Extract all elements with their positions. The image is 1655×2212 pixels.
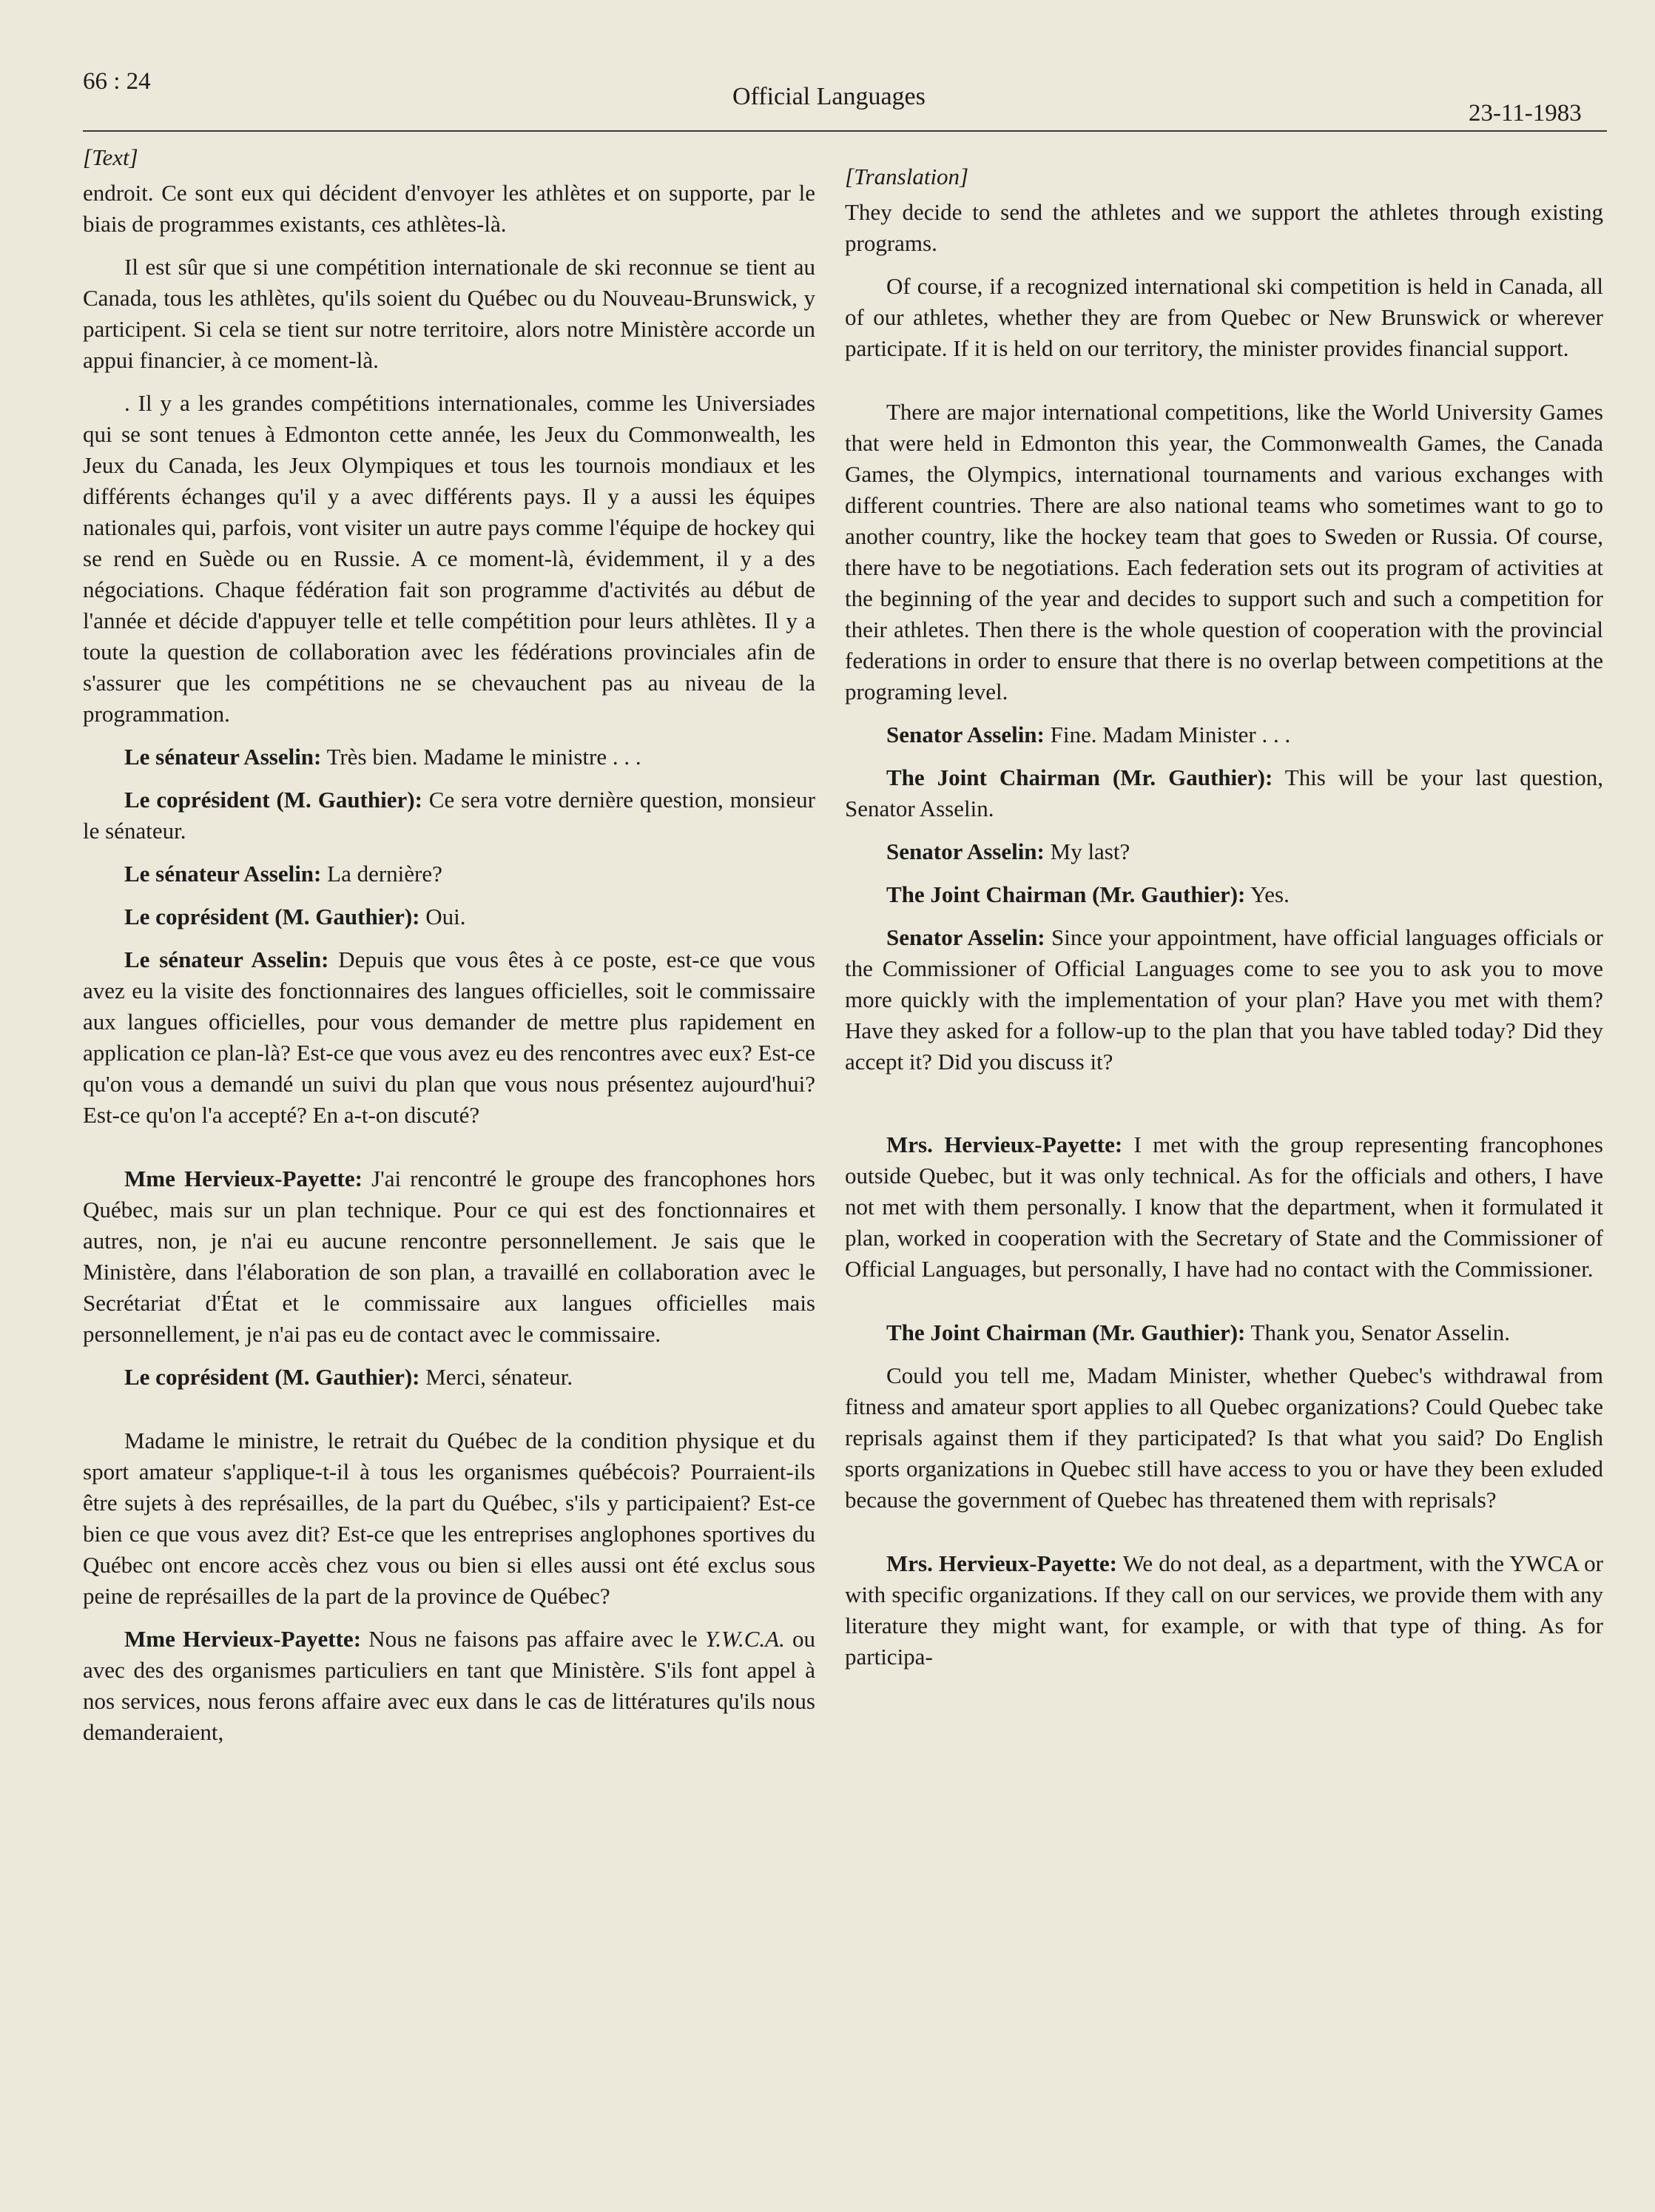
speech-text: We do not deal, as a department, with the YWCA or with specific organizations. If they call on our services, we provide them with any literature they might want, for example, or with that type of thing. As for participa- [845, 1550, 1604, 1670]
fr-paragraph-3: . Il y a les grandes compétitions internationales, comme les Universiades qui se sont tenues à Edmonton cette année, les Jeux du Commonwealth, les Jeux du Canada, les Jeux Olympiques et tous les tournois mondiaux et les différents échanges qu'il y a avec différents pays. Il y a aussi les équipes nationales qui, parfois, vont visiter un autre pays comme l'équipe de hockey qui se rend en Suède ou en Russie. A ce moment-là, évidemment, il y a des négociations. Chaque fédération fait son programme d'activités au début de l'année et décide d'appuyer telle et telle compétition pour leurs athlètes. Il y a toute la question de collaboration avec les fédérations provinciales afin de s'assurer que les compétitions ne se chevauchent pas au niveau de la programmation. [83, 390, 815, 727]
speech-text: Fine. Madam Minister . . . [1044, 722, 1291, 747]
speech-text: I met with the group representing francophones outside Quebec, but it was only technical. As for the officials and others, I have not met with them personally. I know that the department, when it formulated it plan, worked in cooperation with the Secretary of State and the Commissioner of Official Languages, but personally, I have had no contact with the Commissioner. [845, 1132, 1603, 1282]
text-marker: [Text] [83, 144, 138, 170]
speech-text: Oui. [419, 904, 466, 929]
fr-speech-5 [83, 944, 815, 1131]
header-date: 23-11-1983 [1469, 100, 1582, 127]
en-paragraph-1: They decide to send the athletes and we support the athletes through existing programs. [845, 199, 1603, 256]
fr-speech-7 [83, 1362, 815, 1393]
speech-text: Yes. [1245, 881, 1290, 907]
speech-text: Très bien. Madame le ministre . . . [321, 744, 641, 770]
speech-text: My last? [1044, 838, 1130, 864]
speaker-name: The Joint Chairman (Mr. Gauthier): [886, 881, 1246, 907]
fr-speech-8 [83, 1624, 815, 1748]
ywca-abbrev: Y.W.C.A. [704, 1626, 785, 1652]
speaker-name: Le coprésident (M. Gauthier): [124, 1364, 420, 1390]
speaker-name: Senator Asselin: [886, 838, 1045, 864]
page-number: 66 : 24 [83, 68, 151, 95]
fr-paragraph-1: endroit. Ce sont eux qui décident d'envoyer les athlètes et on supporte, par le biais de programmes existants, ces athlètes-là. [83, 180, 815, 237]
speech-text: J'ai rencontré le groupe des francophones hors Québec, mais sur un plan technique. Pour ce qui est des fonctionnaires et autres, non, je n'ai eu aucune rencontre personnellement. Je sais que le Ministère, dans l'élaboration de son plan, a travaillé en collaboration avec le Secrétariat d'État et le commissaire aux langues officielles mais personnellement, je n'ai pas eu de contact avec le commissaire. [83, 1166, 815, 1347]
en-speech-1 [845, 719, 1603, 750]
en-speech-8 [845, 1548, 1603, 1673]
fr-speech-3 [83, 858, 815, 890]
speaker-name: The Joint Chairman (Mr. Gauthier): [886, 764, 1273, 790]
speech-text: This will be your last question, Senator Asselin. [845, 764, 1603, 821]
speech-text: Since your appointment, have official languages officials or the Commissioner of Official Languages come to see you to ask you to move more quickly with the implementation of your plan? Have you met with them? Have they asked for a follow-up to the plan that you have tabled today? Did they accept it? Did you discuss it? [845, 924, 1603, 1075]
en-speech-4 [845, 879, 1603, 910]
speech-text: Thank you, Senator Asselin. [1245, 1320, 1510, 1345]
speech-text: Ce sera votre dernière question, monsieur le sénateur. [83, 787, 815, 844]
en-speech-6 [845, 1129, 1603, 1285]
speaker-name: Mrs. Hervieux-Payette: [886, 1132, 1123, 1157]
speaker-name: Mme Hervieux-Payette: [124, 1626, 362, 1652]
speaker-name: Mme Hervieux-Payette: [124, 1166, 363, 1191]
speech-text: Merci, sénateur. [419, 1364, 573, 1390]
speaker-name: Senator Asselin: [886, 722, 1045, 747]
en-paragraph-4: Could you tell me, Madam Minister, whether Quebec's withdrawal from fitness and amateur sport applies to all Quebec organizations? Could Quebec take reprisals against them if they participated? Is that what you said? Do English sports organizations in Quebec still have access to you or have they been exluded because the government of Quebec has threatened them with reprisals? [845, 1362, 1603, 1513]
fr-paragraph-4: Madame le ministre, le retrait du Québec de la condition physique et du sport amateur s'applique-t-il à tous les organismes québécois? Pourraient-ils être sujets à des représailles, de la part du Québec, s'ils y participaient? Est-ce bien ce que vous avez dit? Est-ce que les entreprises anglophones sportives du Québec ont encore accès chez vous ou bien si elles aussi ont été exclus sous peine de représailles de la part de la province de Québec? [83, 1428, 815, 1609]
fr-speech-6 [83, 1163, 815, 1350]
speaker-name: Le sénateur Asselin: [124, 947, 329, 972]
speaker-name: Le coprésident (M. Gauthier): [124, 904, 420, 929]
running-title: Official Languages [732, 83, 926, 110]
speaker-name: Le coprésident (M. Gauthier): [124, 787, 422, 813]
en-paragraph-2: Of course, if a recognized international ski competition is held in Canada, all of our athletes, whether they are from Quebec or New Brunswick or wherever participate. If it is held on our territory, the minister provides financial support. [845, 273, 1603, 361]
translation-marker: [Translation] [845, 164, 969, 189]
speech-text: La dernière? [321, 861, 442, 887]
french-column [83, 142, 815, 1760]
en-speech-7 [845, 1317, 1603, 1348]
fr-paragraph-2: Il est sûr que si une compétition internationale de ski reconnue se tient au Canada, tous les athlètes, qu'ils soient du Québec ou du Nouveau-Brunswick, y participent. Si cela se tient sur notre territoire, alors notre Ministère accorde un appui financier, à ce moment-là. [83, 254, 815, 373]
speaker-name: The Joint Chairman (Mr. Gauthier): [886, 1320, 1246, 1345]
en-paragraph-3: There are major international competitions, like the World University Games that were held in Edmonton this year, the Commonwealth Games, the Canada Games, the Olympics, international tournaments and various exchanges with different countries. There are also national teams who sometimes want to go to another country, like the hockey team that goes to Sweden or Russia. Of course, there have to be negotiations. Each federation sets out its program of activities at the beginning of the year and decides to support such and such a competition for their athletes. Then there is the whole question of cooperation with the provincial federations in order to ensure that there is no overlap between competitions at the programing level. [845, 399, 1603, 705]
speech-text: ou avec des des organismes particuliers en tant que Ministère. S'ils font appel à nos services, nous ferons affaire avec eux dans le cas de littératures qu'ils nous demanderaient, [83, 1626, 816, 1745]
en-speech-5 [845, 922, 1603, 1078]
fr-speech-4 [83, 901, 815, 932]
english-column [845, 161, 1603, 1684]
fr-speech-1 [83, 742, 815, 773]
speaker-name: Mrs. Hervieux-Payette: [886, 1550, 1117, 1576]
fr-speech-2 [83, 784, 815, 847]
speaker-name: Le sénateur Asselin: [124, 861, 322, 887]
speech-text: Depuis que vous êtes à ce poste, est-ce que vous avez eu la visite des fonctionnaires des langues officielles, soit le commissaire aux langues officielles, pour vous demander de mettre plus rapidement en application ce plan-là? Est-ce que vous avez eu des rencontres avec eux? Est-ce qu'on vous a demandé un suivi du plan que vous nous présentez aujourd'hui? Est-ce qu'on l'a accepté? En a-t-on discuté? [83, 947, 815, 1128]
en-speech-3 [845, 836, 1603, 867]
header-rule [83, 130, 1607, 132]
speaker-name: Le sénateur Asselin: [124, 744, 322, 770]
en-speech-2 [845, 762, 1603, 824]
speaker-name: Senator Asselin: [886, 924, 1045, 950]
speech-text: Nous ne faisons pas affaire avec le [361, 1626, 705, 1652]
